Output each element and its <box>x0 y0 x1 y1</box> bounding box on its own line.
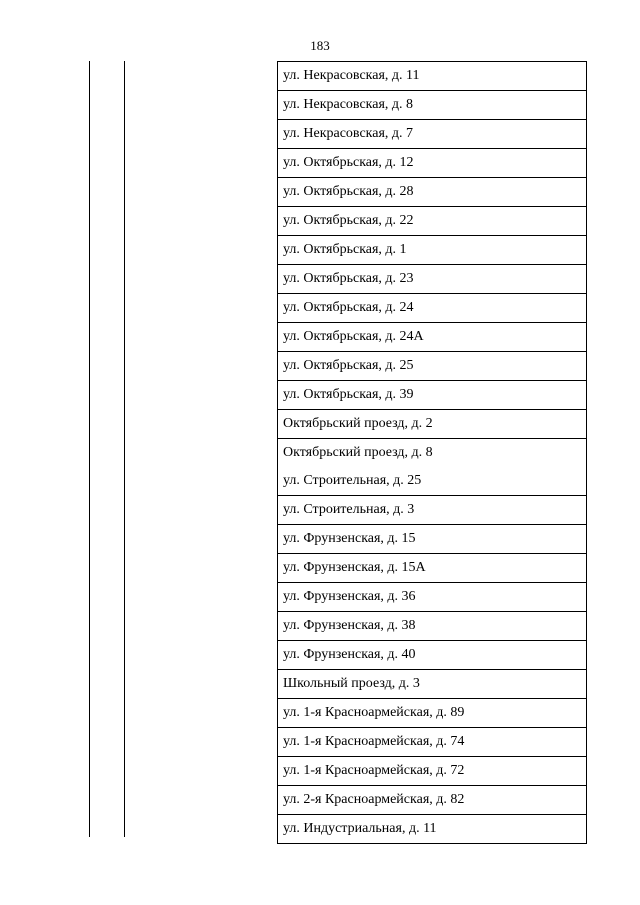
table-row <box>278 352 587 381</box>
address-cell: ул. 1-я Красноармейская, д. 72 <box>278 757 587 786</box>
table-row <box>278 207 587 236</box>
table-row <box>278 525 587 554</box>
table-row <box>278 410 587 439</box>
address-cell: Школьный проезд, д. 3 <box>278 670 587 699</box>
address-cell: ул. Фрунзенская, д. 40 <box>278 641 587 670</box>
address-cell: ул. Октябрьская, д. 25 <box>278 352 587 381</box>
address-cell: ул. Некрасовская, д. 11 <box>278 62 587 91</box>
address-cell: ул. Фрунзенская, д. 15А <box>278 554 587 583</box>
table-row <box>278 728 587 757</box>
table-row <box>278 699 587 728</box>
address-cell: ул. Октябрьская, д. 22 <box>278 207 587 236</box>
address-cell: ул. Фрунзенская, д. 36 <box>278 583 587 612</box>
address-cell: ул. Строительная, д. 25 <box>278 467 587 496</box>
table-row <box>278 641 587 670</box>
address-cell: Октябрьский проезд, д. 8 <box>278 439 587 468</box>
table-row <box>278 294 587 323</box>
address-cell: ул. 1-я Красноармейская, д. 74 <box>278 728 587 757</box>
address-cell: ул. Некрасовская, д. 7 <box>278 120 587 149</box>
table-row <box>278 670 587 699</box>
table-row <box>278 786 587 815</box>
table-row <box>278 149 587 178</box>
address-cell: ул. Индустриальная, д. 11 <box>278 815 587 844</box>
address-cell: ул. Октябрьская, д. 23 <box>278 265 587 294</box>
page-number: 183 <box>310 38 330 53</box>
table-row <box>278 120 587 149</box>
table-column-border-left <box>89 61 90 837</box>
address-cell: ул. Октябрьская, д. 12 <box>278 149 587 178</box>
table-column-border-middle <box>124 61 125 837</box>
table-row <box>278 757 587 786</box>
table-row <box>278 467 587 496</box>
table-row <box>278 815 587 844</box>
address-cell: ул. Некрасовская, д. 8 <box>278 91 587 120</box>
table-row <box>278 583 587 612</box>
table-row <box>278 554 587 583</box>
address-cell: ул. 1-я Красноармейская, д. 89 <box>278 699 587 728</box>
address-cell: ул. 2-я Красноармейская, д. 82 <box>278 786 587 815</box>
address-cell: ул. Фрунзенская, д. 38 <box>278 612 587 641</box>
address-cell: ул. Октябрьская, д. 1 <box>278 236 587 265</box>
table-row <box>278 496 587 525</box>
table-row <box>278 236 587 265</box>
address-cell: ул. Фрунзенская, д. 15 <box>278 525 587 554</box>
table-row <box>278 178 587 207</box>
table-row <box>278 62 587 91</box>
table-row <box>278 91 587 120</box>
table-row <box>278 265 587 294</box>
address-cell: ул. Октябрьская, д. 24А <box>278 323 587 352</box>
address-table <box>277 61 587 844</box>
address-cell: ул. Октябрьская, д. 24 <box>278 294 587 323</box>
table-row <box>278 612 587 641</box>
address-cell: Октябрьский проезд, д. 2 <box>278 410 587 439</box>
address-cell: ул. Строительная, д. 3 <box>278 496 587 525</box>
table-row <box>278 323 587 352</box>
table-row <box>278 439 587 468</box>
table-row <box>278 381 587 410</box>
address-cell: ул. Октябрьская, д. 28 <box>278 178 587 207</box>
address-cell: ул. Октябрьская, д. 39 <box>278 381 587 410</box>
